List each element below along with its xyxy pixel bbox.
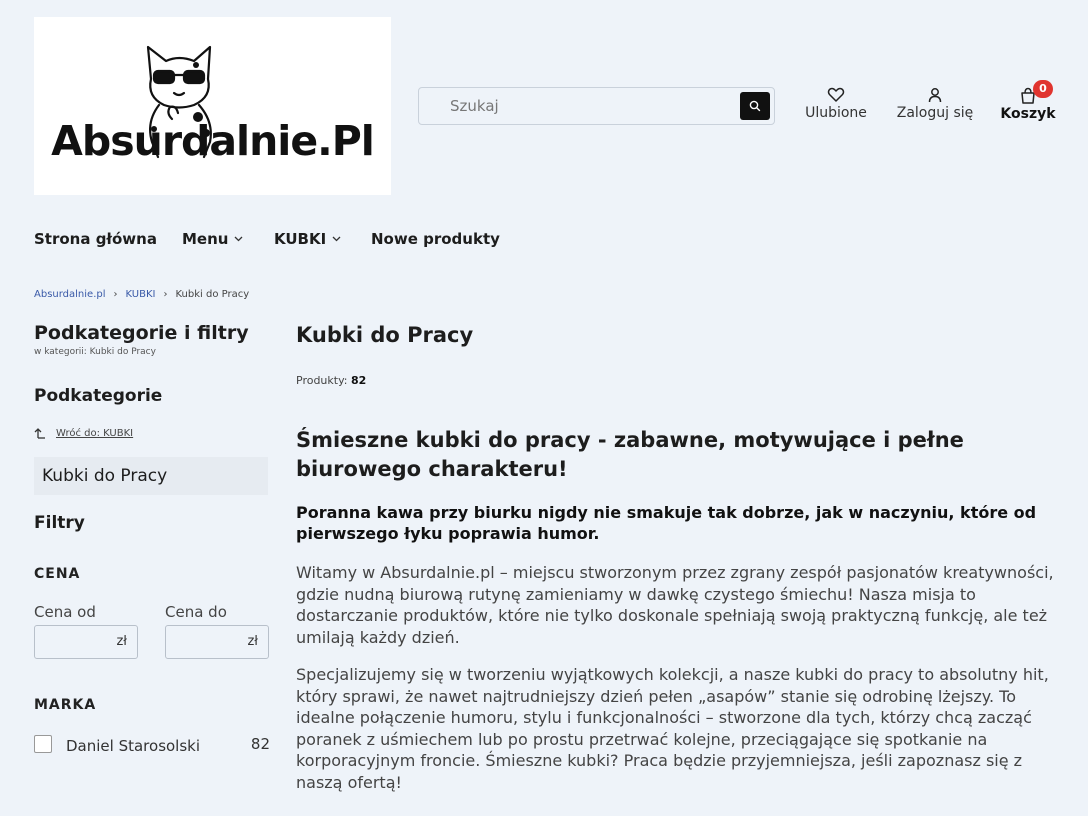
breadcrumb-current: Kubki do Pracy <box>175 289 250 300</box>
logo-text: Absurdalnie.Pl <box>51 117 374 165</box>
subcategories-heading: Podkategorie <box>34 386 163 406</box>
login-label: Zaloguj się <box>896 105 974 121</box>
arrow-back-up-icon <box>34 427 46 439</box>
cat-mascot-icon <box>34 17 391 195</box>
nav-item-label: Strona główna <box>34 230 157 248</box>
breadcrumb-link-home[interactable]: Absurdalnie.pl <box>34 289 106 300</box>
back-link-label: Wróć do: KUBKI <box>56 427 134 439</box>
category-description-paragraph: Specjalizujemy się w tworzeniu wyjątkowych kolekcji, a nasze kubki do pracy to absolutny hit, który sprawi, że nawet najtrudniejszy dzień pełen „asapów” stanie się odrobinę lżejszy. To idealne połączenie humoru, stylu i funkcjonalności – stworzone dla tych, którzy chcą zacząć poranek z uśmiechem lub po prostu przetrwać kolejne, przeciągające się spotkanie na korporacyjnym froncie. Śmieszne kubki? Praca będzie przyjemniejsza, jeśli zapoznasz się z naszą ofertą! <box>296 665 1049 792</box>
product-count-label: Produkty: <box>296 374 348 387</box>
breadcrumb <box>34 289 249 300</box>
price-filter-heading: CENA <box>34 566 81 582</box>
search-button[interactable] <box>740 92 770 120</box>
category-description-paragraph: Witamy w Absurdalnie.pl – miejscu stworzonym przez zgrany zespół pasjonatów kreatywności, gdzie nudną biurową rutynę zamieniamy w dawkę czystego śmiechu! Nasza misja to dostarczanie produktów, które nie tylko doskonale spełniają swoją praktyczną funkcję, ale też umilają każdy dzień. <box>296 563 1054 647</box>
price-from-input[interactable] <box>34 625 138 659</box>
chevron-right-icon: › <box>163 289 168 300</box>
logo[interactable] <box>34 17 391 195</box>
search-bar <box>418 87 775 125</box>
main-nav <box>34 230 500 248</box>
page-title: Kubki do Pracy <box>296 323 474 347</box>
nav-item-label: Menu <box>182 230 229 248</box>
sidebar-item-kubki-do-pracy[interactable]: Kubki do Pracy <box>34 457 268 495</box>
sidebar-subtitle: w kategorii: Kubki do Pracy <box>34 347 156 357</box>
chevron-down-icon <box>332 236 341 242</box>
user-icon <box>927 87 943 103</box>
currency-label: zł <box>116 634 127 649</box>
category-description-lead: Poranna kawa przy biurku nigdy nie smakuje tak dobrze, jak w naczyniu, które od pierwszego łyku poprawia humor. <box>296 503 1037 543</box>
price-to-input[interactable] <box>165 625 269 659</box>
currency-label: zł <box>247 634 258 649</box>
price-from-label: Cena od <box>34 603 96 621</box>
nav-item-label: KUBKI <box>274 230 327 248</box>
login-link[interactable] <box>894 87 976 121</box>
brand-checkbox[interactable] <box>34 735 52 753</box>
favorites-label: Ulubione <box>805 105 867 121</box>
chevron-right-icon: › <box>113 289 118 300</box>
search-icon <box>749 100 761 112</box>
heart-icon <box>827 87 845 103</box>
brand-count: 82 <box>250 735 270 753</box>
cart-count-badge: 0 <box>1033 80 1053 98</box>
cart-label: Koszyk <box>1000 106 1056 122</box>
sidebar-title: Podkategorie i filtry <box>34 322 249 344</box>
brand-filter-option[interactable] <box>34 735 270 755</box>
chevron-down-icon <box>234 236 243 242</box>
back-to-kubki-link[interactable] <box>34 427 133 439</box>
nav-item-menu[interactable] <box>182 230 274 248</box>
breadcrumb-link-kubki[interactable]: KUBKI <box>125 289 156 300</box>
nav-item-home[interactable] <box>34 230 182 248</box>
brand-name: Daniel Starosolski <box>66 737 201 755</box>
nav-item-new-products[interactable] <box>371 230 500 248</box>
favorites-link[interactable] <box>802 87 870 121</box>
nav-item-label: Nowe produkty <box>371 230 500 248</box>
brand-filter-heading: MARKA <box>34 697 97 713</box>
price-to-label: Cena do <box>165 603 227 621</box>
filters-heading: Filtry <box>34 513 85 533</box>
search-input[interactable] <box>429 93 729 119</box>
product-count <box>296 374 366 387</box>
category-description-heading: Śmieszne kubki do pracy - zabawne, motywujące i pełne biurowego charakteru! <box>296 428 964 481</box>
product-count-value: 82 <box>351 374 367 387</box>
nav-item-kubki[interactable] <box>274 230 371 248</box>
